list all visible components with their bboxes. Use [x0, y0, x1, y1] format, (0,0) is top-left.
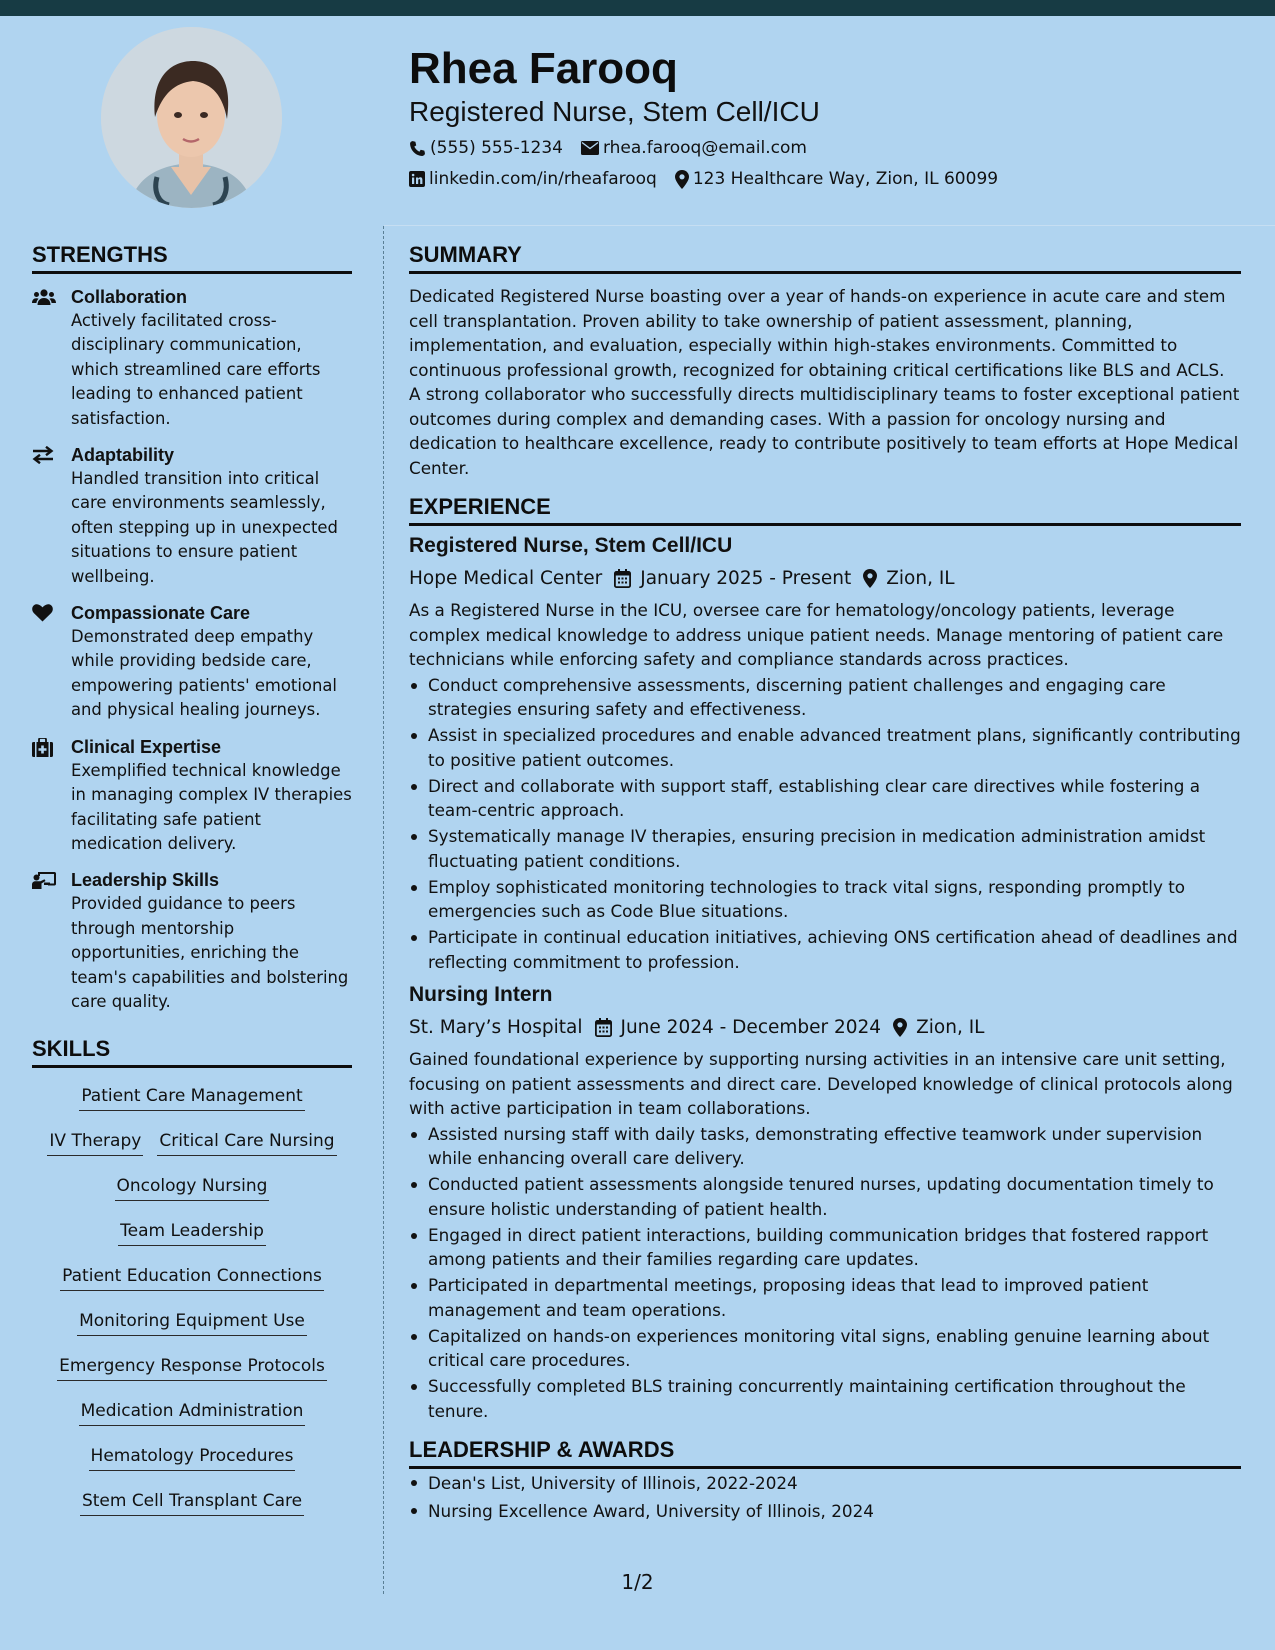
top-bar [0, 0, 1275, 16]
strength-title: Clinical Expertise [71, 736, 222, 757]
medkit-icon [32, 738, 53, 757]
strength-title: Collaboration [71, 287, 187, 307]
page-number: 1/2 [621, 1570, 654, 1594]
job-description: As a Registered Nurse in the ICU, oversee care for hematology/oncology patients, leverage complex medical knowledge to address unique patient needs. Manage mentoring of patient care technicians while enforcing safety and compliance standards across practices. [409, 600, 1224, 669]
candidate-name: Rhea Farooq [409, 44, 678, 93]
contact-row-1 [409, 135, 1249, 161]
strength-text: Actively facilitated cross-disciplinary communication, which streamlined care efforts leading to enhanced patient satisfaction. [71, 311, 321, 428]
phone-icon [409, 140, 426, 157]
job-dates-item [595, 1017, 882, 1038]
job-location-item [893, 1017, 984, 1038]
job-title: Nursing Intern [409, 983, 553, 1006]
skill-tag: Patient Education Connections [60, 1265, 324, 1291]
skill-tag: Critical Care Nursing [157, 1130, 336, 1156]
skill-row [32, 1438, 352, 1483]
list-item: Successfully completed BLS training concurrently maintaining certification throughout the tenure. [409, 1374, 1241, 1423]
teacher-icon [32, 871, 56, 889]
skills-list [32, 1078, 352, 1528]
job-dates: June 2024 - December 2024 [620, 1016, 882, 1038]
linkedin-link[interactable]: linkedin.com/in/rheafarooq [429, 169, 657, 189]
strength-text: Handled transition into critical care environments seamlessly, often stepping up in unexpected situations to ensure patient wellbeing. [71, 469, 338, 586]
envelope-icon [581, 141, 599, 155]
summary-text: Dedicated Registered Nurse boasting over a year of hands-on experience in acute care and stem cell transplantation. Proven ability to take ownership of patient assessment, planning, implementation, and evaluation, especially within high-stakes environments. Committed to continuous professional growth, recognized for obtaining critical certifications like BLS and ACLS. A strong collaborator who successfully directs multidisciplinary teams to foster exceptional patient outcomes during complex and demanding cases. With a passion for oncology nursing and dedication to healthcare excellence, ready to contribute positively to team efforts at Hope Medical Center. [409, 286, 1240, 478]
list-item: Participated in departmental meetings, proposing ideas that lead to improved patient management and team operations. [409, 1273, 1241, 1322]
job-bullets [409, 1122, 1241, 1424]
job-bullets [409, 673, 1241, 975]
strength-title: Leadership Skills [71, 870, 220, 891]
strengths-heading: STRENGTHS [32, 240, 352, 274]
strength-item [32, 443, 352, 589]
strength-text: Exemplified technical knowledge in managing complex IV therapies facilitating safe patient medication delivery. [71, 760, 352, 853]
strength-item [32, 735, 352, 857]
skill-tag: Monitoring Equipment Use [77, 1310, 307, 1336]
list-item: Employ sophisticated monitoring technologies to track vital signs, responding promptly to emergencies such as Code Blue situations. [409, 875, 1241, 924]
strength-text: Demonstrated deep empathy while providing bedside care, empowering patients' emotional and physical healing journeys. [71, 627, 337, 720]
skill-row [32, 1213, 352, 1258]
list-item: Engaged in direct patient interactions, building communication bridges that fostered rapport among patients and their families regarding care updates. [409, 1223, 1241, 1272]
column-divider [383, 226, 384, 1594]
list-item: Conduct comprehensive assessments, discerning patient challenges and engaging care strategies ensuring safety and effectiveness. [409, 673, 1241, 722]
job-location: Zion, IL [886, 567, 955, 589]
skill-tag: Oncology Nursing [115, 1175, 270, 1201]
list-item: Direct and collaborate with support staff, establishing clear care directives while fostering a team-centric approach. [409, 774, 1241, 823]
strength-item [32, 601, 352, 723]
list-item: Dean's List, University of Illinois, 2022-2024 [409, 1470, 1241, 1496]
skill-row [32, 1483, 352, 1528]
skill-tag: Stem Cell Transplant Care [80, 1490, 304, 1516]
strength-text: Provided guidance to peers through mentorship opportunities, enriching the team's capabilities and bolstering care quality. [71, 894, 349, 1011]
phone-item [409, 138, 563, 158]
heart-icon [32, 604, 53, 622]
job-entry [409, 981, 1241, 1423]
header-divider [384, 225, 1275, 226]
contact-row-2 [409, 166, 1249, 192]
skill-row [32, 1258, 352, 1303]
address-item [675, 169, 998, 189]
right-column [409, 240, 1241, 1525]
skill-tag: Medication Administration [79, 1400, 306, 1426]
exchange-arrows-icon [32, 446, 54, 464]
skill-row [32, 1393, 352, 1438]
strengths-list [32, 285, 352, 1014]
skill-row [32, 1168, 352, 1213]
job-company: Hope Medical Center [409, 567, 603, 589]
skill-row [32, 1123, 352, 1168]
list-item: Assisted nursing staff with daily tasks, demonstrating effective teamwork under supervision while enhancing overall care delivery. [409, 1122, 1241, 1171]
header [409, 44, 1249, 192]
job-location-item [863, 568, 954, 589]
job-description: Gained foundational experience by supporting nursing activities in an intensive care unit setting, focusing on patient assessments and direct care. Developed knowledge of clinical protocols along with active participation in team collaborations. [409, 1049, 1233, 1118]
email-link[interactable]: rhea.farooq@email.com [602, 138, 807, 158]
profile-photo [101, 27, 282, 208]
job-location: Zion, IL [916, 1016, 985, 1038]
job-company: St. Mary’s Hospital [409, 1016, 583, 1038]
address-text: 123 Healthcare Way, Zion, IL 60099 [692, 169, 999, 189]
email-item[interactable] [581, 138, 807, 158]
calendar-icon [614, 569, 631, 588]
job-dates: January 2025 - Present [640, 567, 852, 589]
job-meta [409, 1013, 1241, 1041]
skill-tag: IV Therapy [47, 1130, 143, 1156]
skill-tag: Emergency Response Protocols [57, 1355, 327, 1381]
map-pin-icon [675, 170, 689, 189]
awards-list [409, 1470, 1241, 1524]
list-item: Nursing Excellence Award, University of Illinois, 2024 [409, 1498, 1241, 1524]
job-entry [409, 532, 1241, 974]
skill-row [32, 1078, 352, 1123]
map-pin-icon [863, 569, 877, 588]
list-item: Capitalized on hands-on experiences monitoring vital signs, enabling genuine learning about critical care procedures. [409, 1324, 1241, 1373]
map-pin-icon [893, 1018, 907, 1037]
experience-heading: EXPERIENCE [409, 492, 1241, 526]
awards-heading: LEADERSHIP & AWARDS [409, 1435, 1241, 1469]
skill-row [32, 1348, 352, 1393]
linkedin-item[interactable] [409, 169, 657, 189]
list-item: Assist in specialized procedures and enable advanced treatment plans, significantly contributing to positive patient outcomes. [409, 723, 1241, 772]
candidate-role: Registered Nurse, Stem Cell/ICU [409, 96, 820, 127]
list-item: Systematically manage IV therapies, ensuring precision in medication administration amidst fluctuating patient conditions. [409, 824, 1241, 873]
summary-heading: SUMMARY [409, 240, 1241, 274]
list-item: Participate in continual education initiatives, achieving ONS certification ahead of deadlines and reflecting commitment to profession. [409, 925, 1241, 974]
strength-item [32, 868, 352, 1014]
strength-title: Compassionate Care [71, 603, 251, 624]
list-item: Conducted patient assessments alongside tenured nurses, updating documentation timely to ensure holistic understanding of patient health. [409, 1172, 1241, 1221]
skill-row [32, 1303, 352, 1348]
left-column [32, 240, 352, 1528]
skill-tag: Hematology Procedures [89, 1445, 296, 1471]
calendar-icon [595, 1018, 612, 1037]
strength-title: Adaptability [71, 445, 175, 466]
strength-item [32, 285, 352, 431]
phone-text: (555) 555-1234 [430, 138, 563, 158]
job-title: Registered Nurse, Stem Cell/ICU [409, 534, 733, 557]
linkedin-icon [409, 171, 425, 187]
skill-tag: Team Leadership [118, 1220, 266, 1246]
skills-heading: SKILLS [32, 1034, 352, 1068]
job-dates-item [614, 568, 851, 589]
skill-tag: Patient Care Management [79, 1085, 304, 1111]
job-meta [409, 564, 1241, 592]
users-icon [32, 288, 56, 306]
